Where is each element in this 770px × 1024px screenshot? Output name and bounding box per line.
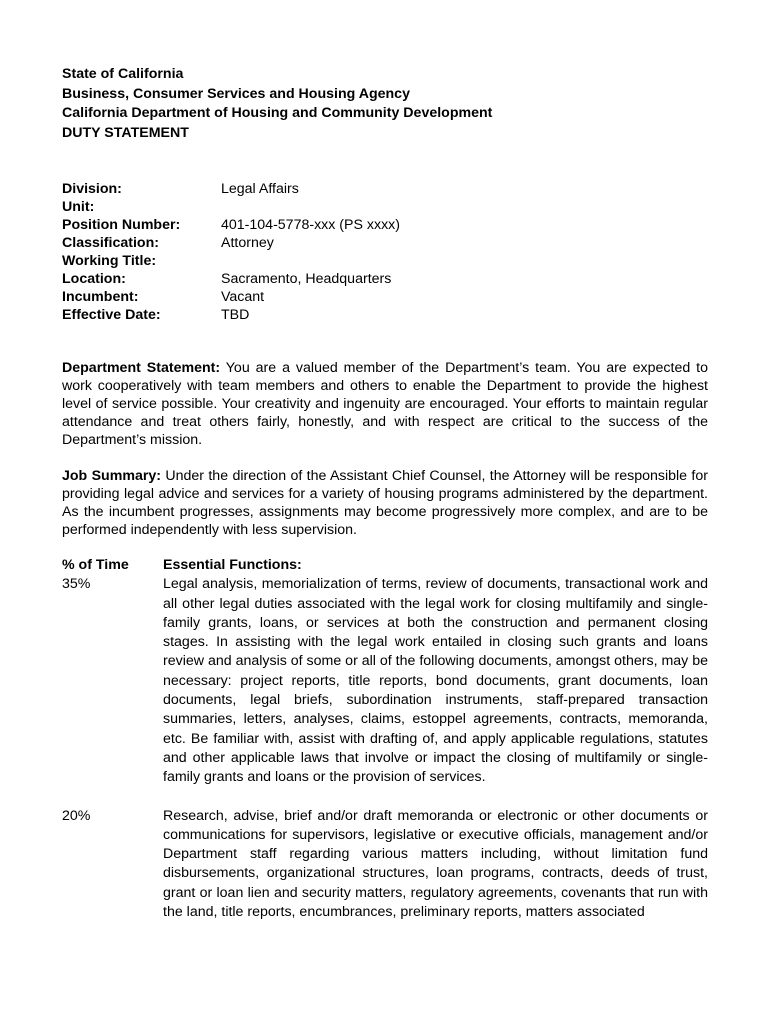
function-row: [62, 807, 708, 923]
field-value: [221, 252, 562, 270]
field-label: Division:: [62, 181, 122, 197]
field-division: [62, 180, 562, 198]
function-percent: 35%: [62, 576, 91, 593]
field-value: TBD: [221, 307, 250, 323]
function-description: Research, advise, brief and/or draft memoranda or electronic or other documents or communications for supervisors, legislative or executive officials, management and/or Department staff regarding various matters including, without limitation fund disbursements, organizational structures, loan programs, contracts, deeds of trust, grant or loan lien and security matters, regulatory agreements, covenants that run with the land, title reports, encumbrances, preliminary reports, matters associated: [163, 807, 708, 921]
department-statement: [62, 359, 708, 449]
field-value: Sacramento, Headquarters: [221, 271, 392, 287]
field-classification: [62, 234, 562, 252]
essential-functions-table: [62, 556, 708, 922]
functions-header-row: [62, 556, 708, 575]
department-statement-heading: Department Statement:: [62, 360, 221, 376]
field-label: Unit:: [62, 199, 95, 215]
department-statement-text: You are a valued member of the Department’s team. You are expected to work cooperatively with team members and others to enable the Department to provide the highest level of service possible. Your creativity and ingenuity are encouraged. Your efforts to maintain regular attendance and treat others fairly, honestly, and with respect are critical to the success of the Department’s mission.: [62, 360, 708, 448]
field-label: Incumbent:: [62, 289, 139, 305]
job-summary-text: Under the direction of the Assistant Chief Counsel, the Attorney will be responsible for providing legal advice and services for a variety of housing programs administered by the department. As the incumbent progresses, assignments may become progressively more complex, and are to be performed independently with less supervision.: [62, 468, 708, 538]
field-label: Effective Date:: [62, 307, 161, 323]
field-working-title: [62, 252, 562, 270]
field-incumbent: [62, 288, 562, 306]
function-description: Legal analysis, memorialization of terms, review of documents, transactional work and all other legal duties associated with the legal work for closing multifamily and single-family grants, loans, or services at both the construction and permanent closing stages. In assisting with the legal work entailed in closing such grants and loans review and analysis of some or all of the following documents, amongst others, may be necessary: project reports, title reports, bond documents, grant documents, loan documents, legal briefs, subordination instruments, staff-prepared transaction summaries, letters, analyses, claims, estoppel agreements, contracts, memoranda, etc. Be familiar with, assist with drafting of, and apply applicable regulations, statutes and other applicable laws that involve or impact the closing of multifamily or single-family grants and loans or the provision of services.: [163, 576, 708, 786]
document-header: [62, 65, 492, 143]
functions-column-header: Essential Functions:: [163, 557, 302, 573]
field-value: 401-104-5778-xxx (PS xxxx): [221, 217, 400, 233]
field-label: Location:: [62, 271, 126, 287]
document-title: DUTY STATEMENT: [62, 124, 189, 141]
function-percent: 20%: [62, 807, 91, 824]
field-value: Legal Affairs: [221, 181, 299, 197]
field-label: Position Number:: [62, 217, 181, 233]
field-value: Vacant: [221, 289, 265, 305]
field-value: [221, 198, 562, 216]
field-label: Classification:: [62, 235, 159, 251]
field-value: Attorney: [221, 235, 274, 251]
field-position-number: [62, 216, 562, 234]
header-department: California Department of Housing and Community Development: [62, 105, 493, 121]
field-label: Working Title:: [62, 253, 157, 269]
job-summary: [62, 467, 708, 539]
position-fields: [62, 180, 562, 324]
time-column-header: % of Time: [62, 557, 129, 573]
job-summary-heading: Job Summary:: [62, 468, 161, 484]
header-state: State of California: [62, 66, 184, 82]
function-row: [62, 575, 708, 787]
field-effective-date: [62, 306, 562, 324]
header-agency: Business, Consumer Services and Housing Agency: [62, 85, 410, 102]
field-location: [62, 270, 562, 288]
field-unit: [62, 198, 562, 216]
